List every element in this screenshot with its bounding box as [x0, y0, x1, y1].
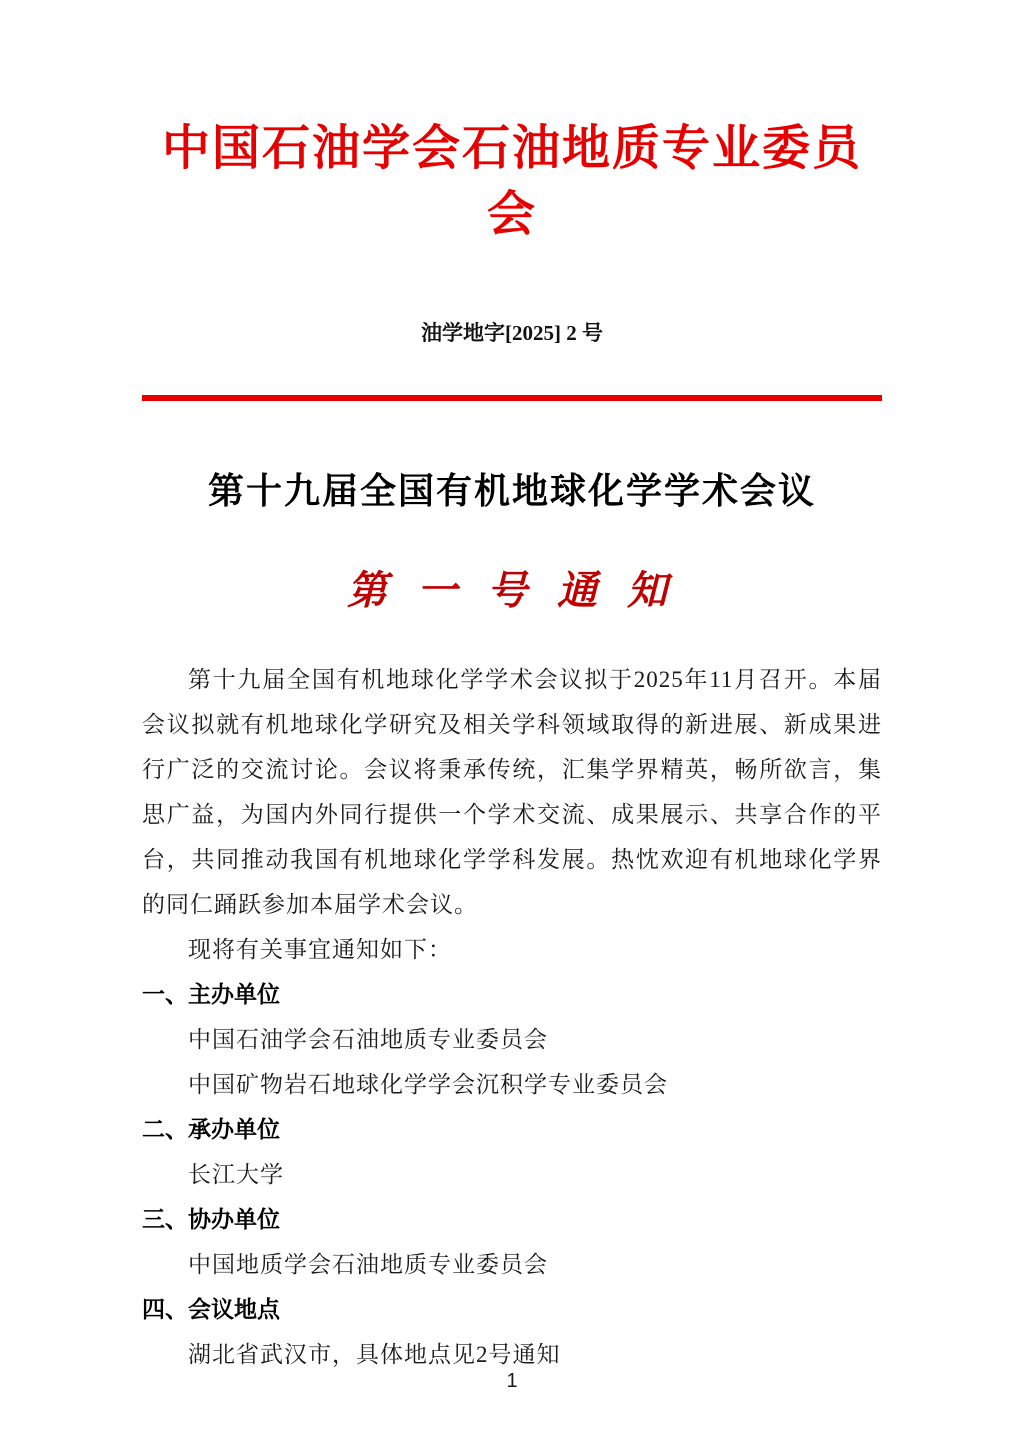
section-item: 中国石油学会石油地质专业委员会: [188, 1027, 548, 1052]
section-item: 中国矿物岩石地球化学学会沉积学专业委员会: [188, 1072, 668, 1097]
intro-paragraph: 第十九届全国有机地球化学学术会议拟于2025年11月召开。本届会议拟就有机地球化学研究及相关学科领域取得的新进展、新成果进行广泛的交流讨论。会议将秉承传统，汇集学界精英，畅所欲言，集思广益，为国内外同行提供一个学术交流、成果展示、共享合作的平台，共同推动我国有机地球化学学科发展。热忱欢迎有机地球化学界的同仁踊跃参加本届学术会议。: [142, 667, 882, 917]
organization-title: 中国石油学会石油地质专业委员会: [161, 122, 862, 241]
section-hosts: [142, 972, 882, 1107]
section-heading-co-organizer: 三、协办单位: [142, 1206, 280, 1232]
page-number: 1: [506, 1370, 518, 1392]
section-item: 中国地质学会石油地质专业委员会: [188, 1252, 548, 1277]
section-organizer: [142, 1107, 882, 1197]
section-venue: [142, 1287, 882, 1377]
section-heading-venue: 四、会议地点: [142, 1296, 280, 1322]
notice-number-title: 第 一 号 通 知: [347, 568, 677, 613]
section-heading-hosts: 一、主办单位: [142, 981, 280, 1007]
section-item: 长江大学: [188, 1162, 284, 1187]
red-divider-rule: [142, 395, 882, 401]
section-item: 湖北省武汉市，具体地点见2号通知: [188, 1342, 561, 1367]
document-content: [142, 0, 882, 1377]
document-number: 油学地字[2025] 2 号: [421, 321, 603, 345]
section-co-organizer: [142, 1197, 882, 1287]
lead-in-line: 现将有关事宜通知如下：: [188, 937, 452, 962]
conference-title: 第十九届全国有机地球化学学术会议: [207, 471, 816, 511]
section-heading-organizer: 二、承办单位: [142, 1116, 280, 1142]
